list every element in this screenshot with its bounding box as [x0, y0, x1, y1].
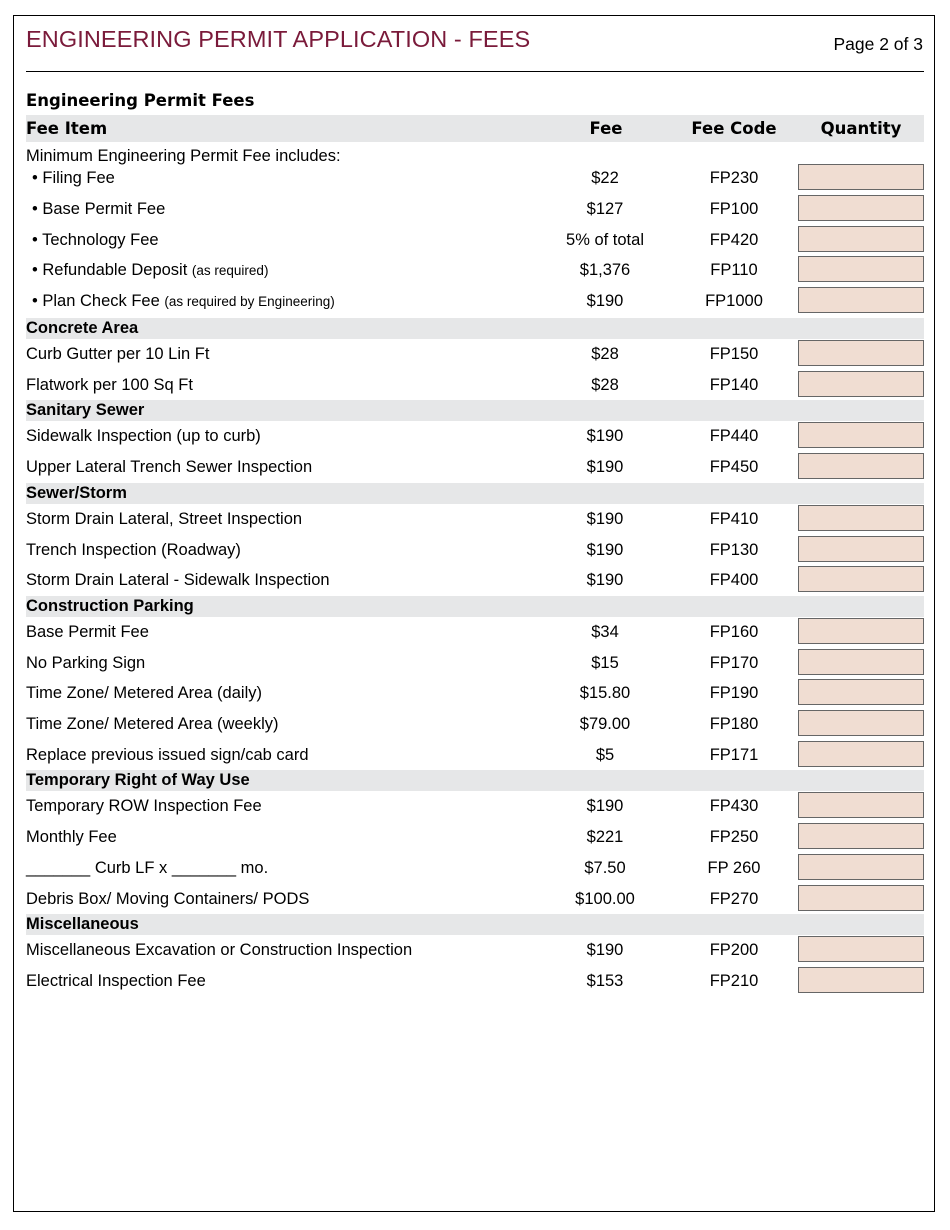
quantity-input[interactable] — [798, 566, 924, 592]
fee-item-text: Sidewalk Inspection (up to curb) — [26, 427, 261, 446]
fee-item-text: Upper Lateral Trench Sewer Inspection — [26, 458, 313, 477]
fee-code: FP400 — [709, 571, 759, 590]
fee-code: FP230 — [709, 169, 759, 187]
fee-amount: $190 — [586, 540, 624, 559]
fee-amount: $190 — [586, 797, 624, 816]
quantity-input[interactable] — [798, 823, 924, 849]
column-header-fee: Fee — [589, 119, 623, 138]
fee-code: FP110 — [710, 261, 758, 280]
fee-item-label — [26, 654, 145, 673]
table-row — [26, 163, 924, 193]
fee-item-label — [32, 200, 165, 219]
category-name: Temporary Right of Way Use — [26, 771, 250, 790]
fee-item-label — [26, 972, 206, 991]
category-header — [26, 596, 924, 617]
fee-code: FP140 — [709, 375, 759, 394]
table-row — [26, 678, 924, 708]
minimum-fee-intro: Minimum Engineering Permit Fee includes: — [26, 147, 341, 165]
category-header — [26, 914, 924, 935]
fee-amount: $79.00 — [579, 715, 631, 733]
table-row — [26, 504, 924, 534]
quantity-input[interactable] — [798, 741, 924, 767]
fee-item-text: Storm Drain Lateral - Sidewalk Inspection — [26, 571, 330, 590]
fee-amount: $100.00 — [575, 889, 635, 908]
quantity-input[interactable] — [798, 505, 924, 531]
table-row — [26, 709, 924, 739]
fee-amount: $190 — [586, 571, 624, 590]
category-header — [26, 400, 924, 421]
fee-code: FP1000 — [705, 292, 763, 311]
form-title: ENGINEERING PERMIT APPLICATION - FEES — [26, 26, 531, 52]
bullet-glyph: • — [32, 169, 43, 187]
fee-code: FP450 — [709, 458, 759, 477]
fee-code: FP440 — [709, 427, 759, 446]
fee-item-text: Miscellaneous Excavation or Construction Inspection — [26, 941, 413, 960]
fee-code: FP 260 — [707, 858, 761, 877]
quantity-input[interactable] — [798, 226, 924, 252]
fee-item-label — [26, 571, 330, 590]
table-row — [26, 370, 924, 400]
fee-item-text: _______ Curb LF x _______ mo. — [26, 858, 269, 877]
fee-code: FP210 — [709, 971, 759, 990]
table-row — [26, 884, 924, 914]
category-header — [26, 770, 924, 791]
fee-item-text: Debris Box/ Moving Containers/ PODS — [26, 889, 310, 908]
quantity-input[interactable] — [798, 340, 924, 366]
fee-code: FP160 — [709, 622, 759, 641]
fee-amount: $22 — [591, 169, 619, 187]
table-row — [26, 791, 924, 821]
quantity-input[interactable] — [798, 885, 924, 911]
column-header-fee-code: Fee Code — [691, 119, 777, 138]
bullet-glyph: • — [32, 292, 43, 311]
quantity-input[interactable] — [798, 453, 924, 479]
quantity-input[interactable] — [798, 710, 924, 736]
fee-code: FP190 — [709, 684, 759, 703]
fee-amount: $28 — [591, 375, 619, 394]
fee-item-text: Technology Fee — [42, 230, 159, 249]
fee-item-label — [26, 458, 312, 477]
table-row — [26, 822, 924, 852]
table-row — [26, 966, 924, 996]
fee-code: FP130 — [709, 540, 759, 559]
fee-item-text: Electrical Inspection Fee — [26, 971, 206, 990]
category-name: Sanitary Sewer — [26, 401, 145, 420]
fee-item-text: Curb Gutter per 10 Lin Ft — [26, 345, 210, 363]
fee-item-label — [26, 345, 209, 364]
fee-item-label — [32, 261, 268, 280]
table-row — [26, 565, 924, 595]
bullet-glyph: • — [32, 261, 43, 280]
fee-item-text: Refundable Deposit — [42, 261, 188, 280]
fee-item-label — [26, 427, 261, 446]
fee-item-label — [26, 510, 302, 529]
fee-item-label — [26, 623, 149, 642]
category-name: Concrete Area — [26, 319, 139, 337]
bullet-glyph: • — [32, 199, 43, 218]
quantity-input[interactable] — [798, 536, 924, 562]
fee-item-text: Storm Drain Lateral, Street Inspection — [26, 509, 303, 528]
fee-item-label — [26, 541, 241, 560]
fee-item-label — [26, 828, 117, 847]
fee-amount: $221 — [586, 828, 624, 847]
page-number: Page 2 of 3 — [833, 34, 923, 54]
table-row — [26, 617, 924, 647]
fee-item-label — [26, 890, 309, 909]
table-row — [26, 194, 924, 224]
table-row — [26, 339, 924, 369]
table-row — [26, 535, 924, 565]
fee-amount: $190 — [586, 292, 624, 311]
quantity-input[interactable] — [798, 371, 924, 397]
category-name: Construction Parking — [26, 596, 194, 615]
quantity-input[interactable] — [798, 618, 924, 644]
fee-item-text: Base Permit Fee — [42, 199, 166, 218]
fee-item-note: (as required by Engineering) — [164, 294, 335, 310]
fee-item-text: No Parking Sign — [26, 653, 146, 672]
category-name: Miscellaneous — [26, 915, 139, 934]
fee-item-text: Filing Fee — [42, 169, 115, 187]
fee-amount: $190 — [586, 941, 624, 960]
table-header — [26, 115, 924, 142]
fee-item-text: Monthly Fee — [26, 828, 117, 847]
fee-code: FP270 — [709, 889, 759, 908]
column-header-fee-item: Fee Item — [26, 119, 108, 138]
fee-item-text: Temporary ROW Inspection Fee — [26, 797, 262, 816]
fee-code: FP420 — [709, 230, 759, 249]
quantity-input[interactable] — [798, 256, 924, 282]
fee-code: FP171 — [709, 745, 759, 764]
fee-code: FP170 — [709, 653, 759, 672]
quantity-input[interactable] — [798, 422, 924, 448]
fee-item-label — [32, 292, 335, 311]
fee-code: FP150 — [709, 345, 759, 363]
quantity-input[interactable] — [798, 792, 924, 818]
section-title: Engineering Permit Fees — [26, 91, 255, 110]
fee-code: FP430 — [709, 797, 759, 816]
column-header-quantity: Quantity — [820, 119, 902, 138]
category-header — [26, 483, 924, 504]
table-row — [26, 225, 924, 255]
fee-item-text: Time Zone/ Metered Area (daily) — [26, 684, 262, 703]
table-row — [26, 648, 924, 678]
quantity-input[interactable] — [798, 936, 924, 962]
table-row — [26, 935, 924, 965]
fee-item-label — [26, 715, 278, 734]
fee-code: FP250 — [709, 828, 759, 847]
fee-amount: $15.80 — [579, 684, 631, 703]
quantity-input[interactable] — [798, 854, 924, 880]
fee-code: FP410 — [709, 509, 759, 528]
fee-amount: $7.50 — [584, 858, 626, 877]
fee-item-label — [32, 231, 159, 250]
fee-amount: $190 — [586, 458, 624, 477]
fee-item-label — [26, 797, 262, 816]
fee-item-label — [26, 941, 412, 960]
fee-amount: $1,376 — [579, 261, 631, 280]
fee-item-text: Base Permit Fee — [26, 622, 149, 641]
fee-item-text: Flatwork per 100 Sq Ft — [26, 375, 193, 394]
fee-item-text: Plan Check Fee — [42, 292, 160, 311]
quantity-input[interactable] — [798, 164, 924, 190]
fee-code: FP100 — [709, 199, 759, 218]
category-header — [26, 318, 924, 339]
fee-amount: $127 — [586, 199, 624, 218]
fee-item-text: Replace previous issued sign/cab card — [26, 745, 309, 764]
header-divider — [26, 71, 924, 72]
fee-item-label — [32, 169, 115, 188]
table-row — [26, 421, 924, 451]
table-row — [26, 740, 924, 770]
fee-amount: $190 — [586, 427, 624, 446]
quantity-input[interactable] — [798, 195, 924, 221]
fee-item-text: Trench Inspection (Roadway) — [26, 540, 241, 559]
fee-amount: $15 — [591, 653, 619, 672]
fee-item-label — [26, 376, 193, 395]
fee-amount: $190 — [586, 509, 624, 528]
fee-amount: $28 — [591, 345, 619, 363]
table-row — [26, 286, 924, 316]
fee-amount: 5% of total — [566, 230, 644, 249]
table-row — [26, 452, 924, 482]
category-name: Sewer/Storm — [26, 483, 127, 502]
fee-amount: $34 — [591, 622, 619, 641]
table-row — [26, 255, 924, 285]
fee-code: FP200 — [709, 941, 759, 960]
table-row — [26, 853, 924, 883]
fee-item-text: Time Zone/ Metered Area (weekly) — [26, 715, 279, 733]
fee-amount: $153 — [586, 971, 624, 990]
quantity-input[interactable] — [798, 967, 924, 993]
fee-item-label — [26, 746, 309, 765]
fee-code: FP180 — [709, 715, 759, 733]
fee-amount: $5 — [595, 745, 615, 764]
fee-item-note: (as required) — [191, 263, 269, 279]
fee-item-label — [26, 684, 262, 703]
quantity-input[interactable] — [798, 679, 924, 705]
bullet-glyph: • — [32, 230, 43, 249]
quantity-input[interactable] — [798, 287, 924, 313]
fee-item-label — [26, 859, 268, 878]
quantity-input[interactable] — [798, 649, 924, 675]
